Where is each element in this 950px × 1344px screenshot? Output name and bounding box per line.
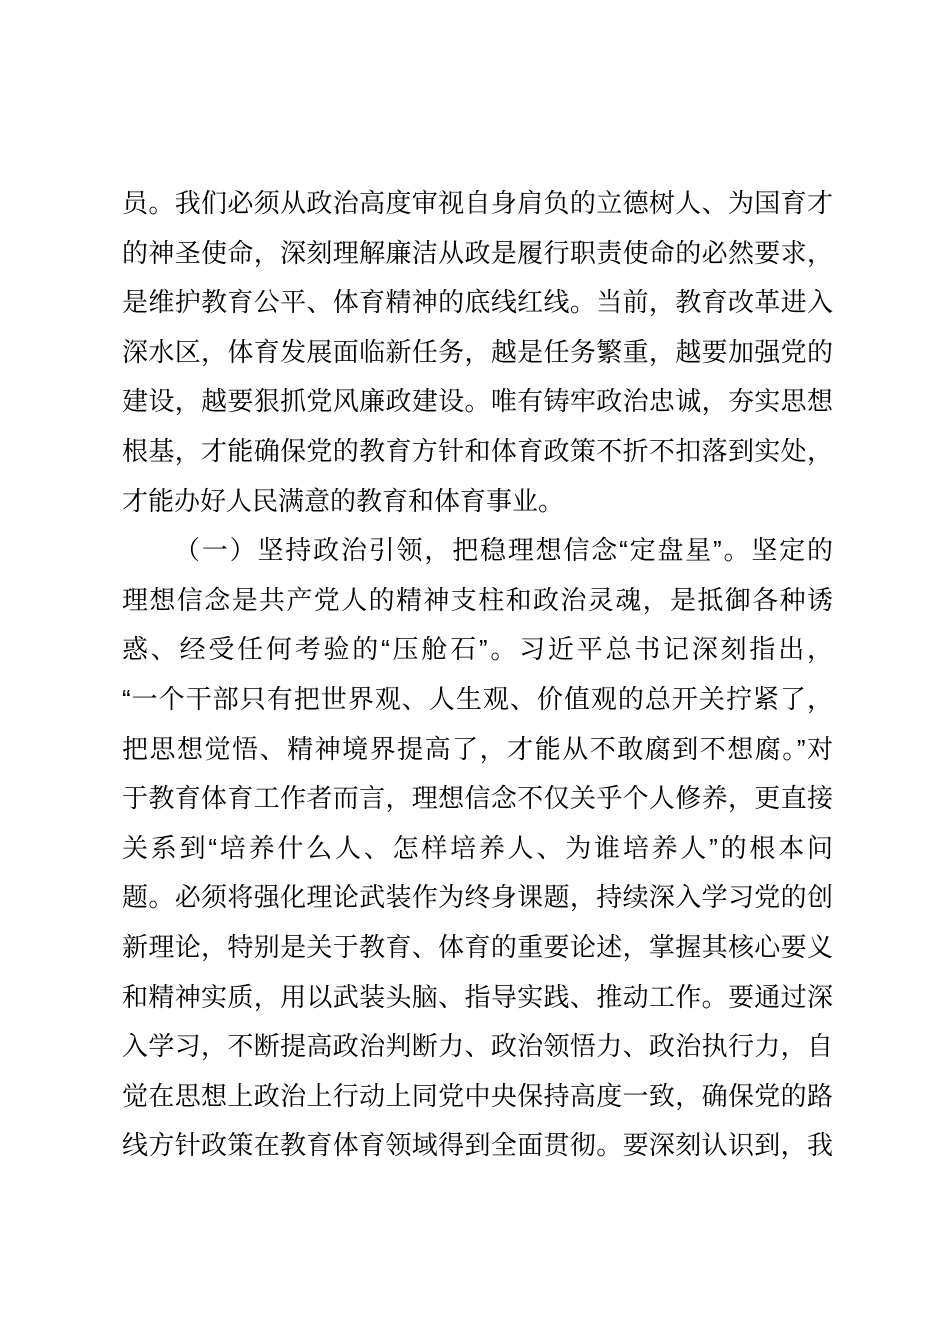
text-line: 的神圣使命，深刻理解廉洁从政是履行职责使命的必然要求， (122, 237, 833, 268)
text-line: 惑、经受任何考验的“压舱石”。习近平总书记深刻指出， (122, 634, 833, 665)
text-line: 入学习，不断提高政治判断力、政治领悟力、政治执行力，自 (122, 1031, 833, 1062)
text-line: 线方针政策在教育体育领域得到全面贯彻。要深刻认识到，我 (122, 1130, 833, 1161)
text-line: 关系到“培养什么人、怎样培养人、为谁培养人”的根本问 (122, 832, 833, 863)
text-line: 员。我们必须从政治高度审视自身肩负的立德树人、为国育才 (122, 188, 833, 218)
text-line: 是维护教育公平、体育精神的底线红线。当前，教育改革进入 (122, 287, 833, 318)
text-line: 深水区，体育发展面临新任务，越是任务繁重，越要加强党的 (122, 336, 833, 367)
text-line: 新理论，特别是关于教育、体育的重要论述，掌握其核心要义 (122, 931, 833, 962)
text-line: 觉在思想上政治上行动上同党中央保持高度一致，确保党的路 (122, 1080, 833, 1111)
text-line: 把思想觉悟、精神境界提高了，才能从不敢腐到不想腐。”对 (122, 733, 833, 764)
text-line-paragraph-start: （一）坚持政治引领，把稳理想信念“定盘星”。坚定的 (174, 535, 833, 566)
text-line: 于教育体育工作者而言，理想信念不仅关乎个人修养，更直接 (122, 783, 833, 814)
text-line: 和精神实质，用以武装头脑、指导实践、推动工作。要通过深 (122, 981, 833, 1012)
text-line: 建设，越要狠抓党风廉政建设。唯有铸牢政治忠诚，夯实思想 (122, 386, 833, 417)
text-block (122, 179, 833, 1171)
text-line: 根基，才能确保党的教育方针和体育政策不折不扣落到实处， (122, 435, 833, 466)
text-line: “一个干部只有把世界观、人生观、价值观的总开关拧紧了， (122, 683, 833, 714)
text-line-paragraph-end: 才能办好人民满意的教育和体育事业。 (122, 485, 565, 516)
text-line: 题。必须将强化理论武装作为终身课题，持续深入学习党的创 (122, 882, 833, 913)
text-line: 理想信念是共产党人的精神支柱和政治灵魂，是抵御各种诱 (122, 584, 833, 615)
